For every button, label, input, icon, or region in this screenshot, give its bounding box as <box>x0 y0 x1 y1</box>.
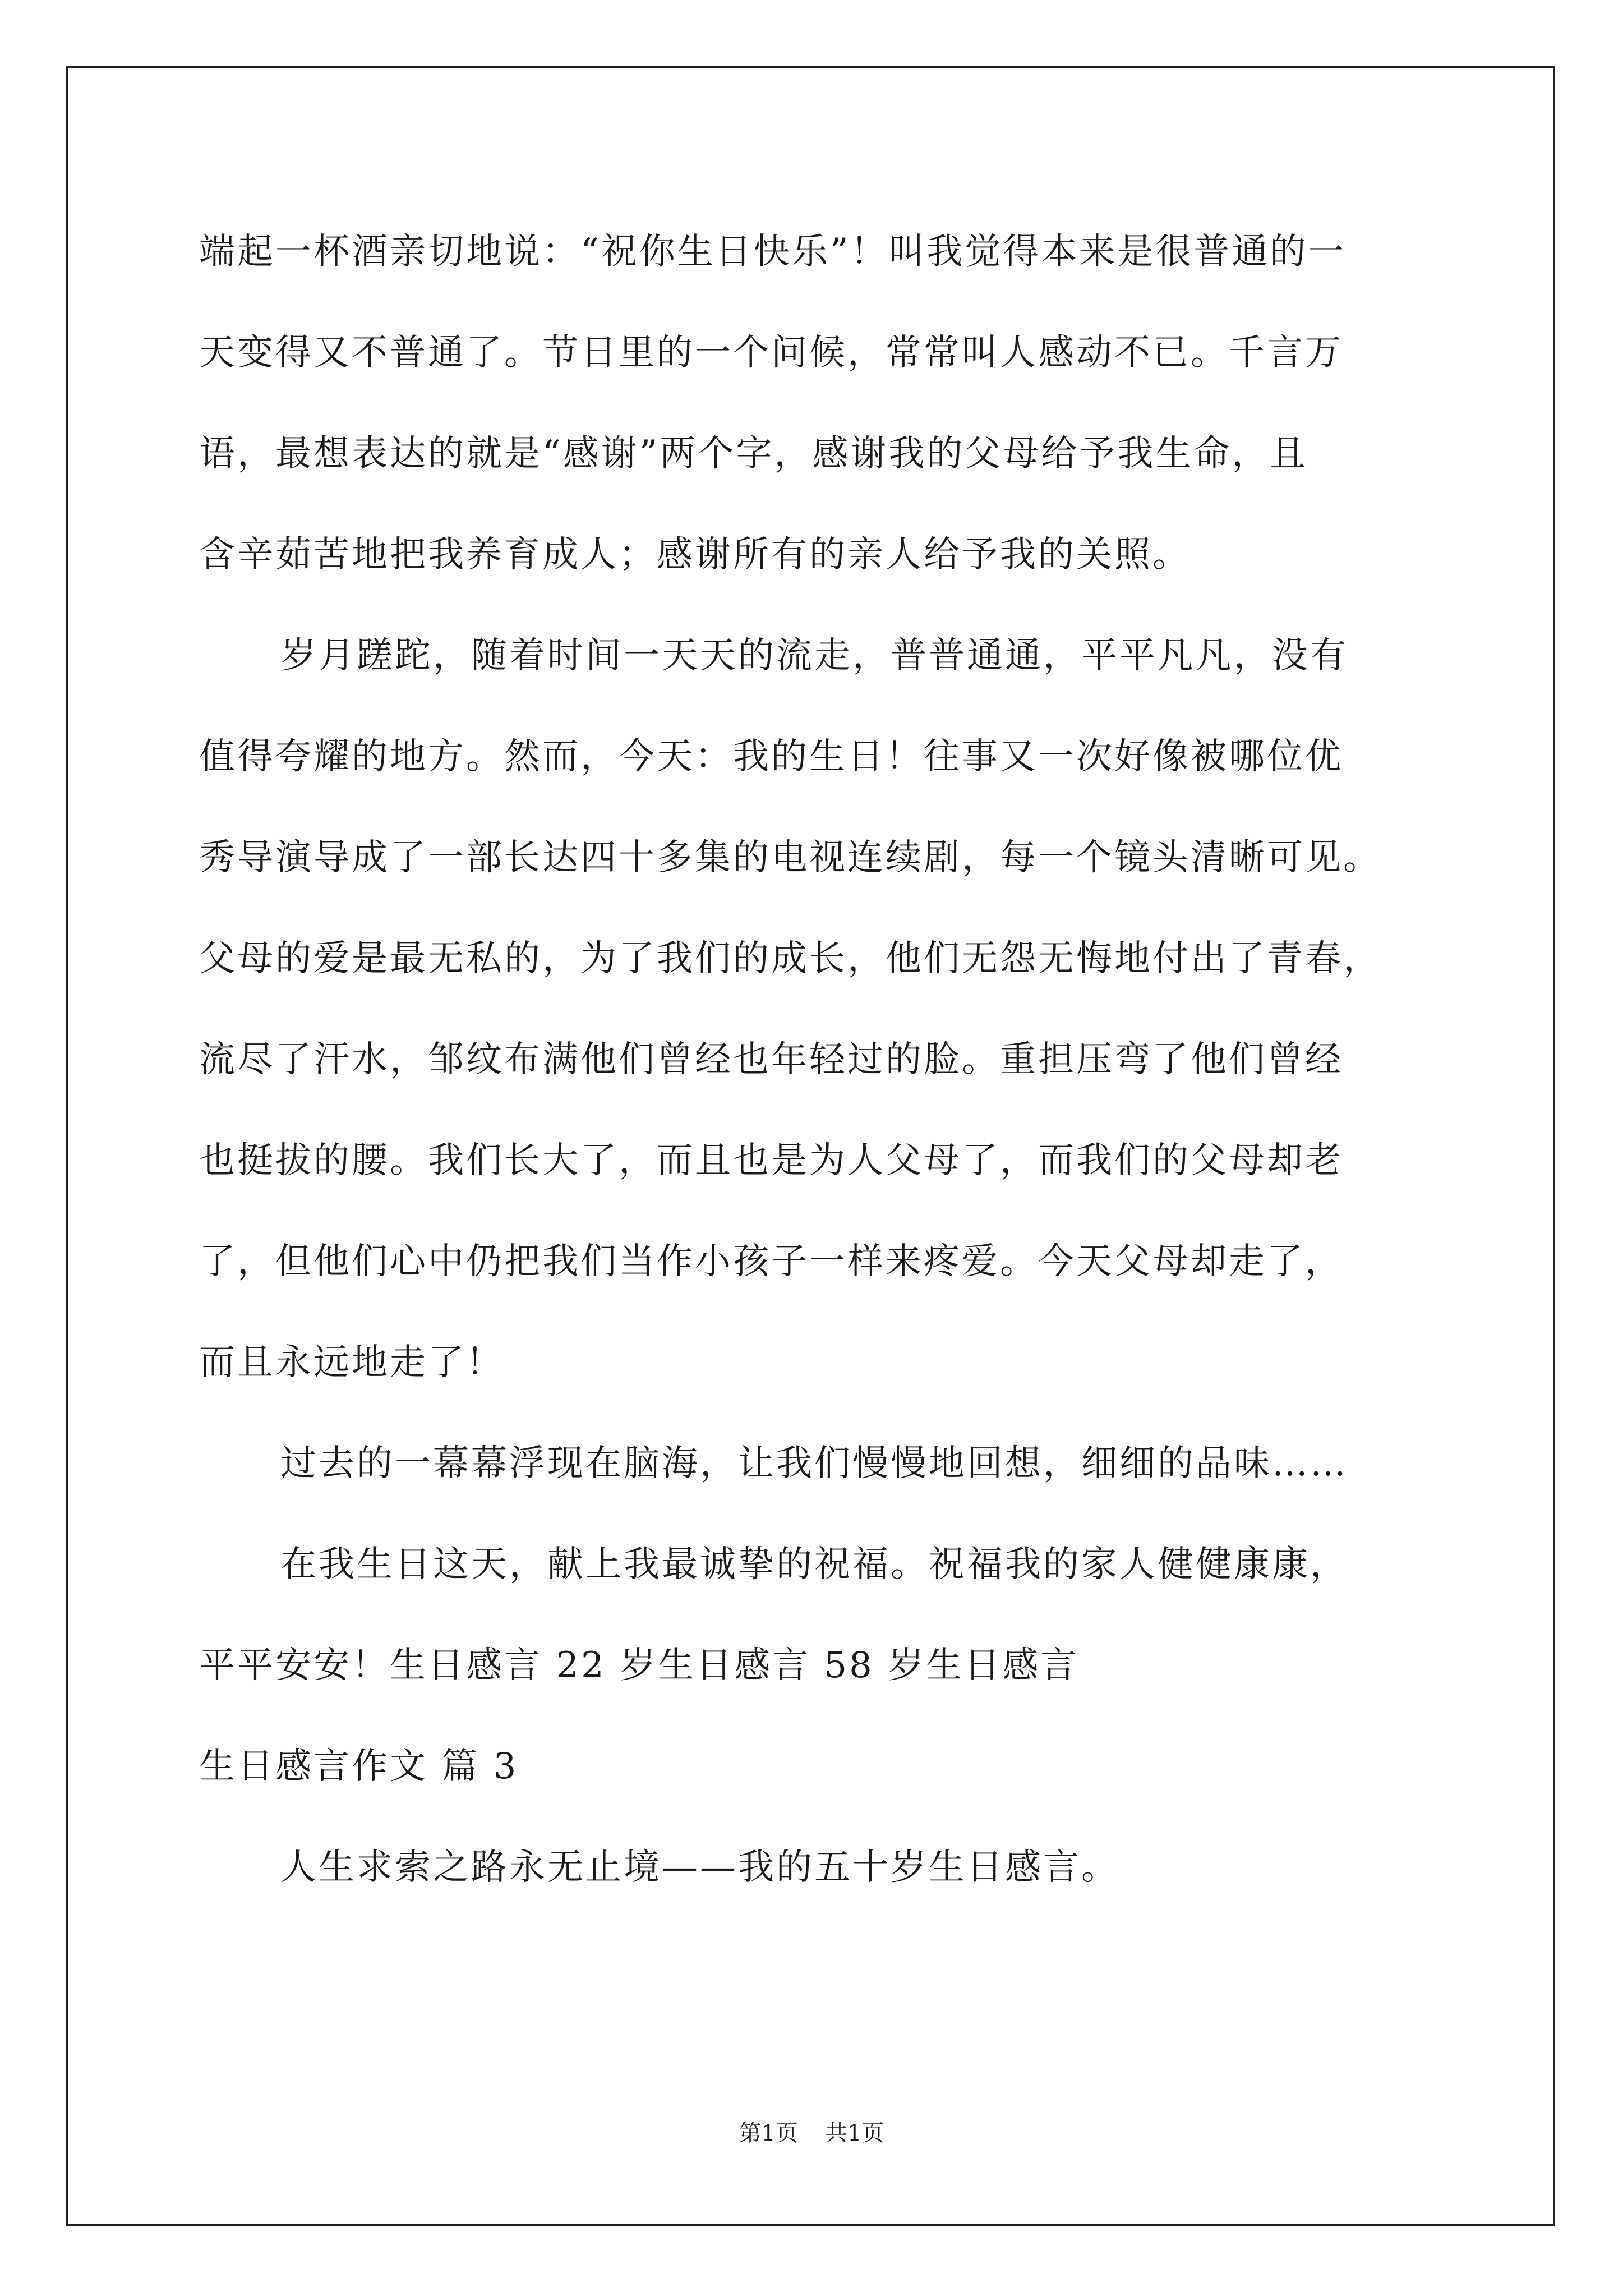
paragraph-line: 含辛茹苦地把我养育成人；感谢所有的亲人给予我的关照。 <box>199 534 1191 576</box>
page-footer <box>0 2122 1623 2145</box>
paragraph-line: 平平安安！生日感言 22 岁生日感言 58 岁生日感言 <box>199 1645 1079 1686</box>
paragraph-line: 语，最想表达的就是“感谢”两个字，感谢我的父母给予我生命，且 <box>199 433 1308 475</box>
section-heading: 生日感言作文 篇 3 <box>199 1746 519 1787</box>
paragraph-line: 端起一杯酒亲切地说：“祝你生日快乐”！叫我觉得本来是很普通的一 <box>199 231 1347 273</box>
paragraph-line: 在我生日这天，献上我最诚挚的祝福。祝福我的家人健健康康， <box>280 1544 1348 1585</box>
paragraph-line: 而且永远地走了！ <box>199 1342 504 1383</box>
paragraph-line: 也挺拔的腰。我们长大了，而且也是为人父母了，而我们的父母却老 <box>199 1140 1343 1181</box>
paragraph-line: 值得夸耀的地方。然而，今天：我的生日！往事又一次好像被哪位优 <box>199 736 1343 777</box>
paragraph-line: 父母的爱是最无私的，为了我们的成长，他们无怨无悔地付出了青春， <box>199 938 1381 979</box>
paragraph-line: 流尽了汗水，邹纹布满他们曾经也年轻过的脸。重担压弯了他们曾经 <box>199 1039 1343 1080</box>
page-total: 共1页 <box>825 2120 884 2146</box>
paragraph-line: 秀导演导成了一部长达四十多集的电视连续剧，每一个镜头清晰可见。 <box>199 837 1381 878</box>
page-number: 第1页 <box>739 2120 798 2146</box>
paragraph-line: 人生求索之路永无止境——我的五十岁生日感言。 <box>280 1847 1119 1888</box>
paragraph-line: 过去的一幕幕浮现在脑海，让我们慢慢地回想，细细的品味…… <box>280 1443 1348 1484</box>
paragraph-line: 了，但他们心中仍把我们当作小孩子一样来疼爱。今天父母却走了， <box>199 1241 1343 1282</box>
paragraph-line: 岁月蹉跎，随着时间一天天的流走，普普通通，平平凡凡，没有 <box>280 635 1348 677</box>
paragraph-line: 天变得又不普通了。节日里的一个问候，常常叫人感动不已。千言万 <box>199 332 1343 374</box>
